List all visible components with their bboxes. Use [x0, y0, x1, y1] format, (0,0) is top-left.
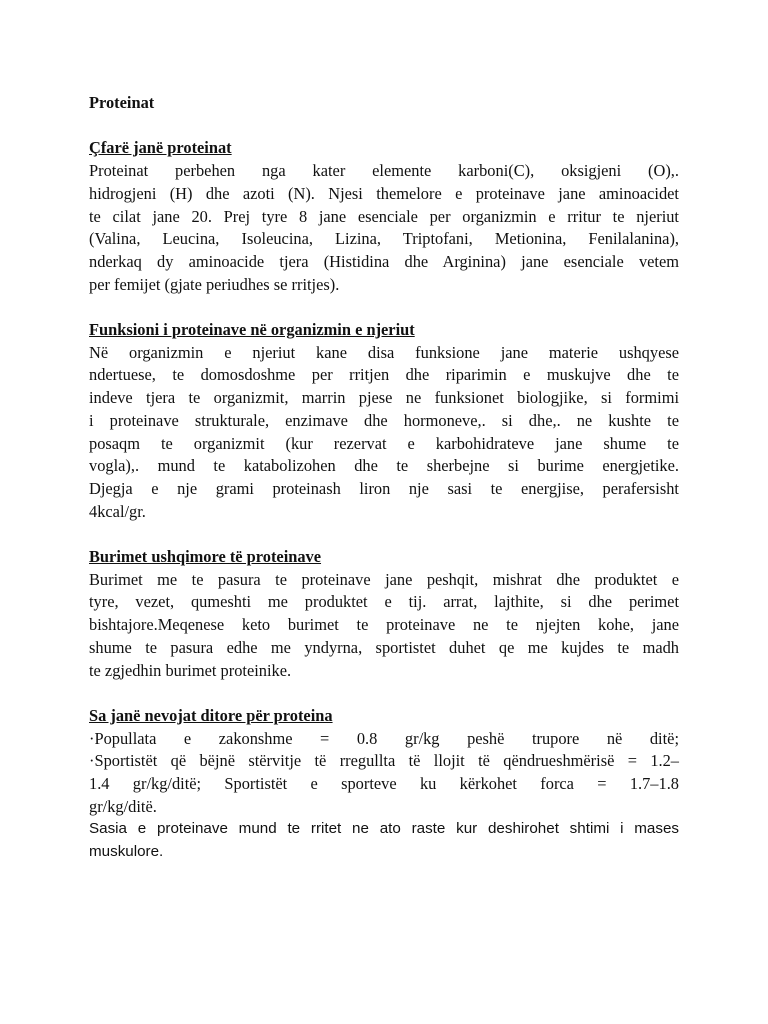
document-page: [89, 92, 679, 864]
text-line: bishtajore.Meqenese keto burimet te proteinave ne te njejten kohe, jane: [89, 615, 679, 635]
section-heading: Funksioni i proteinave në organizmin e njeriut: [89, 320, 415, 339]
text-line: hidrogjeni (H) dhe azoti (N). Njesi themelore e proteinave jane aminoacidet: [89, 183, 679, 203]
section-heading: Çfarë janë proteinat: [89, 138, 232, 158]
text-line: indeve tjera te organizmit, marrin pjese ne funksionet biologjike, si formimi: [89, 388, 679, 408]
section-paragraph: [89, 342, 679, 524]
document-title: Proteinat: [89, 93, 155, 112]
section-daily-needs: [89, 705, 679, 864]
text-line: Sasia e proteinave mund te rritet ne ato raste kur deshirohet shtimi i mases: [89, 820, 679, 838]
text-line: gr/kg/ditë.: [89, 796, 157, 816]
section-paragraph: [89, 728, 679, 819]
text-line: Në organizmin e njeriut kane disa funksione jane materie ushqyese: [89, 342, 679, 362]
section-paragraph: [89, 569, 679, 683]
section-paragraph-note: [89, 818, 679, 863]
text-line: shume te pasura edhe me yndyrna, sportistet duhet qe me kujdes te madh: [89, 637, 679, 657]
section-heading: Burimet ushqimore të proteinave: [89, 547, 322, 567]
text-line: per femijet (gjate periudhes se rritjes).: [89, 274, 340, 294]
section-paragraph: [89, 160, 679, 296]
text-line: posaqm te organizmit (kur rezervat e karbohidrateve jane shume te: [89, 433, 679, 453]
text-line: (Valina, Leucina, Isoleucina, Lizina, Triptofani, Metionina, Fenilalanina),: [89, 229, 679, 249]
text-line: ·Sportistët që bëjnë stërvitje të rregullta të llojit të qëndrueshmërisë = 1.2–: [89, 751, 679, 771]
text-line: nderkaq dy aminoacide tjera (Histidina dhe Arginina) jane esenciale vetem: [89, 251, 679, 271]
text-line: 1.4 gr/kg/ditë; Sportistët e sporteve ku kërkohet forca = 1.7–1.8: [89, 774, 679, 794]
text-line: i proteinave strukturale, enzimave dhe hormoneve,. si dhe,. ne kushte te: [89, 410, 679, 430]
text-line: muskulore.: [89, 843, 164, 861]
text-line: tyre, vezet, qumeshti me produktet e tij. arrat, lajthite, si dhe perimet: [89, 592, 679, 612]
section-what-are-proteins: [89, 137, 679, 296]
text-line: Djegja e nje grami proteinash liron nje sasi te energjise, perafersisht: [89, 478, 679, 498]
text-line: 4kcal/gr.: [89, 501, 146, 521]
text-line: ·Popullata e zakonshme = 0.8 gr/kg peshë trupore në ditë;: [89, 728, 679, 748]
text-line: Burimet me te pasura te proteinave jane peshqit, mishrat dhe produktet e: [89, 569, 679, 589]
text-line: te zgjedhin burimet proteinike.: [89, 660, 292, 680]
section-food-sources: [89, 546, 679, 682]
text-line: ndertuese, te domosdoshme per rritjen dhe riparimin e muskujve dhe te: [89, 365, 679, 385]
text-line: te cilat jane 20. Prej tyre 8 jane esenciale per organizmin e rritur te njeriut: [89, 206, 679, 226]
section-protein-function: [89, 319, 679, 523]
section-heading: Sa janë nevojat ditore për proteina: [89, 705, 333, 725]
text-line: Proteinat perbehen nga kater elemente karboni(C), oksigjeni (O),.: [89, 161, 679, 181]
text-line: vogla),. mund te katabolizohen dhe te sherbejne si burime energjetike.: [89, 456, 679, 476]
